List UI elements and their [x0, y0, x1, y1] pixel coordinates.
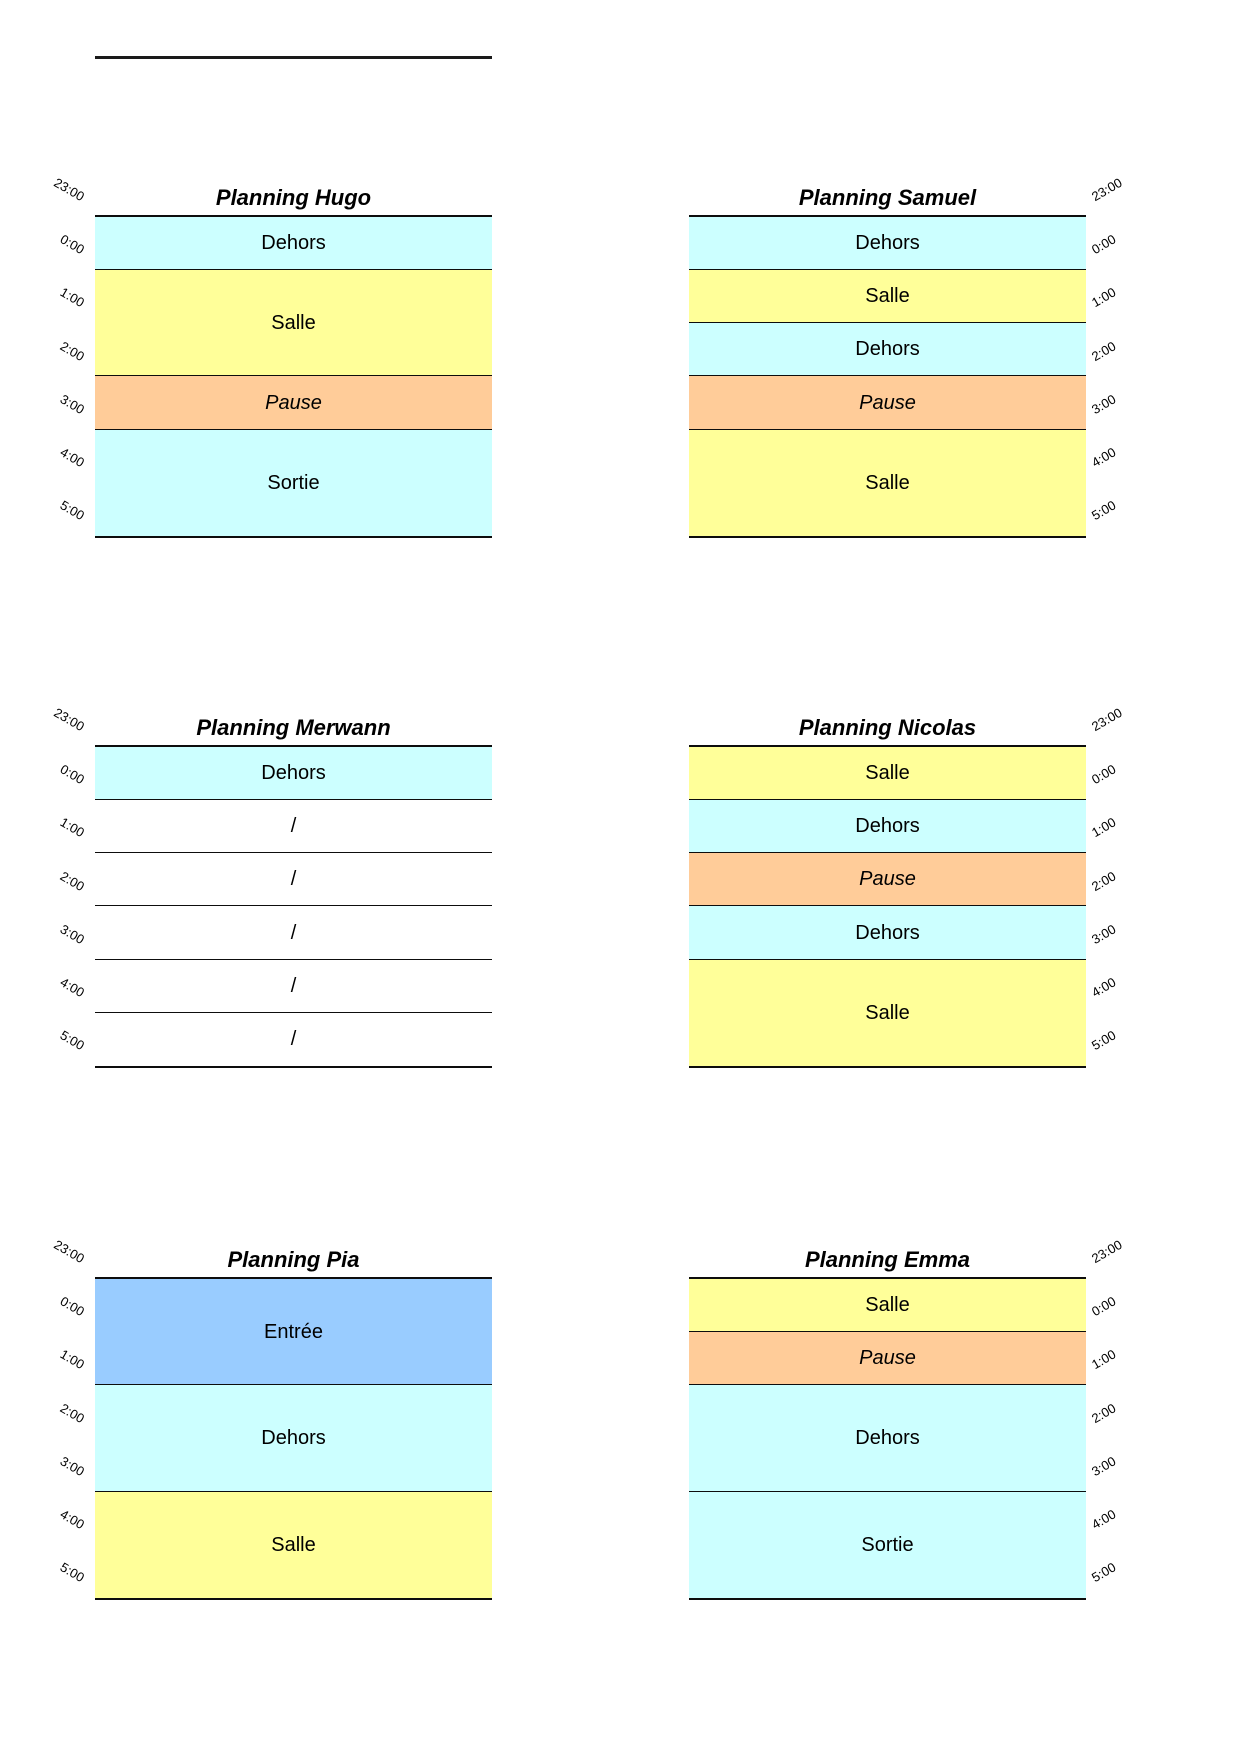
schedule-block-dehors [95, 747, 492, 800]
time-tick-label: 2:00 [57, 867, 87, 894]
schedule-block-dehors [95, 217, 492, 270]
block-label: Salle [865, 471, 910, 494]
block-label: Dehors [261, 232, 326, 255]
time-tick-label: 0:00 [1089, 761, 1119, 788]
schedule-block- [95, 1013, 492, 1066]
chart-title-planning-emma: Planning Emma [804, 1247, 971, 1272]
block-label: Dehors [855, 815, 920, 838]
block-label: Dehors [855, 1426, 920, 1449]
time-tick-label: 23:00 [1089, 704, 1125, 735]
block-label: Sortie [267, 471, 320, 494]
time-tick-label: 4:00 [57, 444, 87, 470]
schedule-block-pause [95, 376, 492, 429]
time-tick-label: 5:00 [57, 1027, 87, 1054]
time-tick-label: 3:00 [57, 1453, 87, 1479]
chart-plot-planning-samuel [689, 215, 1086, 538]
block-label: Sortie [861, 1533, 914, 1556]
schedule-block-dehors [689, 906, 1086, 959]
schedule-block-salle [95, 1492, 492, 1598]
time-tick-label: 2:00 [1089, 1399, 1119, 1426]
time-tick-label: 2:00 [57, 1399, 87, 1426]
schedule-block- [95, 960, 492, 1013]
time-tick-label: 4:00 [1089, 444, 1119, 470]
time-tick-label: 3:00 [1089, 921, 1119, 947]
schedule-block-dehors [95, 1385, 492, 1491]
chart-title-planning-samuel: Planning Samuel [798, 185, 977, 210]
time-tick-label: 4:00 [57, 1506, 87, 1532]
schedule-block-salle [95, 270, 492, 376]
schedule-block- [95, 800, 492, 853]
time-tick-label: 23:00 [51, 174, 87, 205]
time-tick-label: 0:00 [57, 761, 87, 788]
schedule-block- [95, 853, 492, 906]
chart-plot-planning-emma [689, 1277, 1086, 1600]
block-label: Salle [865, 285, 910, 308]
chart-title-planning-nicolas: Planning Nicolas [798, 715, 977, 740]
block-label: / [290, 921, 297, 944]
schedule-block-pause [689, 853, 1086, 906]
time-tick-label: 0:00 [1089, 231, 1119, 258]
block-label: Pause [859, 391, 916, 414]
schedule-block-salle [689, 960, 1086, 1066]
chart-title-planning-hugo: Planning Hugo [215, 185, 372, 210]
block-label: Pause [265, 391, 322, 414]
time-tick-label: 3:00 [57, 921, 87, 947]
time-tick-label: 23:00 [1089, 174, 1125, 205]
time-tick-label: 1:00 [1089, 1346, 1119, 1373]
block-label: / [290, 815, 297, 838]
time-tick-label: 1:00 [57, 284, 87, 311]
time-tick-label: 2:00 [1089, 867, 1119, 894]
time-tick-label: 4:00 [57, 974, 87, 1000]
block-label: Dehors [261, 1426, 326, 1449]
schedule-block-dehors [689, 217, 1086, 270]
block-label: Pause [859, 1347, 916, 1370]
chart-plot-planning-pia [95, 1277, 492, 1600]
time-tick-label: 3:00 [1089, 391, 1119, 417]
block-label: Salle [865, 762, 910, 785]
time-tick-label: 4:00 [1089, 1506, 1119, 1532]
time-tick-label: 5:00 [57, 497, 87, 524]
schedule-block-salle [689, 430, 1086, 536]
time-tick-label: 23:00 [1089, 1236, 1125, 1267]
time-tick-label: 0:00 [57, 231, 87, 258]
time-tick-label: 23:00 [51, 1236, 87, 1267]
schedule-block-salle [689, 747, 1086, 800]
time-tick-label: 2:00 [1089, 337, 1119, 364]
schedule-block-pause [689, 1332, 1086, 1385]
schedule-block-dehors [689, 323, 1086, 376]
time-tick-label: 1:00 [57, 1346, 87, 1373]
block-label: Entrée [264, 1320, 323, 1343]
time-tick-label: 5:00 [1089, 1559, 1119, 1586]
schedule-block-dehors [689, 1385, 1086, 1491]
time-tick-label: 5:00 [1089, 497, 1119, 524]
schedule-block-sortie [689, 1492, 1086, 1598]
block-label: Salle [865, 1001, 910, 1024]
chart-plot-planning-merwann [95, 745, 492, 1068]
schedule-block-sortie [95, 430, 492, 536]
block-label: Salle [271, 311, 316, 334]
block-label: Dehors [855, 338, 920, 361]
block-label: Salle [271, 1533, 316, 1556]
schedule-block-dehors [689, 800, 1086, 853]
schedule-block-salle [689, 270, 1086, 323]
time-tick-label: 1:00 [57, 814, 87, 841]
block-label: Salle [865, 1294, 910, 1317]
schedule-block-salle [689, 1279, 1086, 1332]
time-tick-label: 1:00 [1089, 814, 1119, 841]
block-label: / [290, 1028, 297, 1051]
time-tick-label: 3:00 [1089, 1453, 1119, 1479]
schedule-block-entr-e [95, 1279, 492, 1385]
time-tick-label: 3:00 [57, 391, 87, 417]
chart-title-planning-pia: Planning Pia [227, 1247, 360, 1272]
schedule-block-pause [689, 376, 1086, 429]
time-tick-label: 5:00 [57, 1559, 87, 1586]
chart-plot-planning-nicolas [689, 745, 1086, 1068]
time-tick-label: 1:00 [1089, 284, 1119, 311]
chart-plot-planning-hugo [95, 215, 492, 538]
chart-title-planning-merwann: Planning Merwann [196, 715, 391, 740]
block-label: Dehors [855, 232, 920, 255]
time-tick-label: 2:00 [57, 337, 87, 364]
block-label: / [290, 868, 297, 891]
block-label: Dehors [855, 921, 920, 944]
header-rule [95, 56, 492, 59]
time-tick-label: 5:00 [1089, 1027, 1119, 1054]
schedule-block- [95, 906, 492, 959]
block-label: Dehors [261, 762, 326, 785]
block-label: / [290, 974, 297, 997]
time-tick-label: 0:00 [1089, 1293, 1119, 1320]
time-tick-label: 23:00 [51, 704, 87, 735]
time-tick-label: 4:00 [1089, 974, 1119, 1000]
block-label: Pause [859, 868, 916, 891]
time-tick-label: 0:00 [57, 1293, 87, 1320]
